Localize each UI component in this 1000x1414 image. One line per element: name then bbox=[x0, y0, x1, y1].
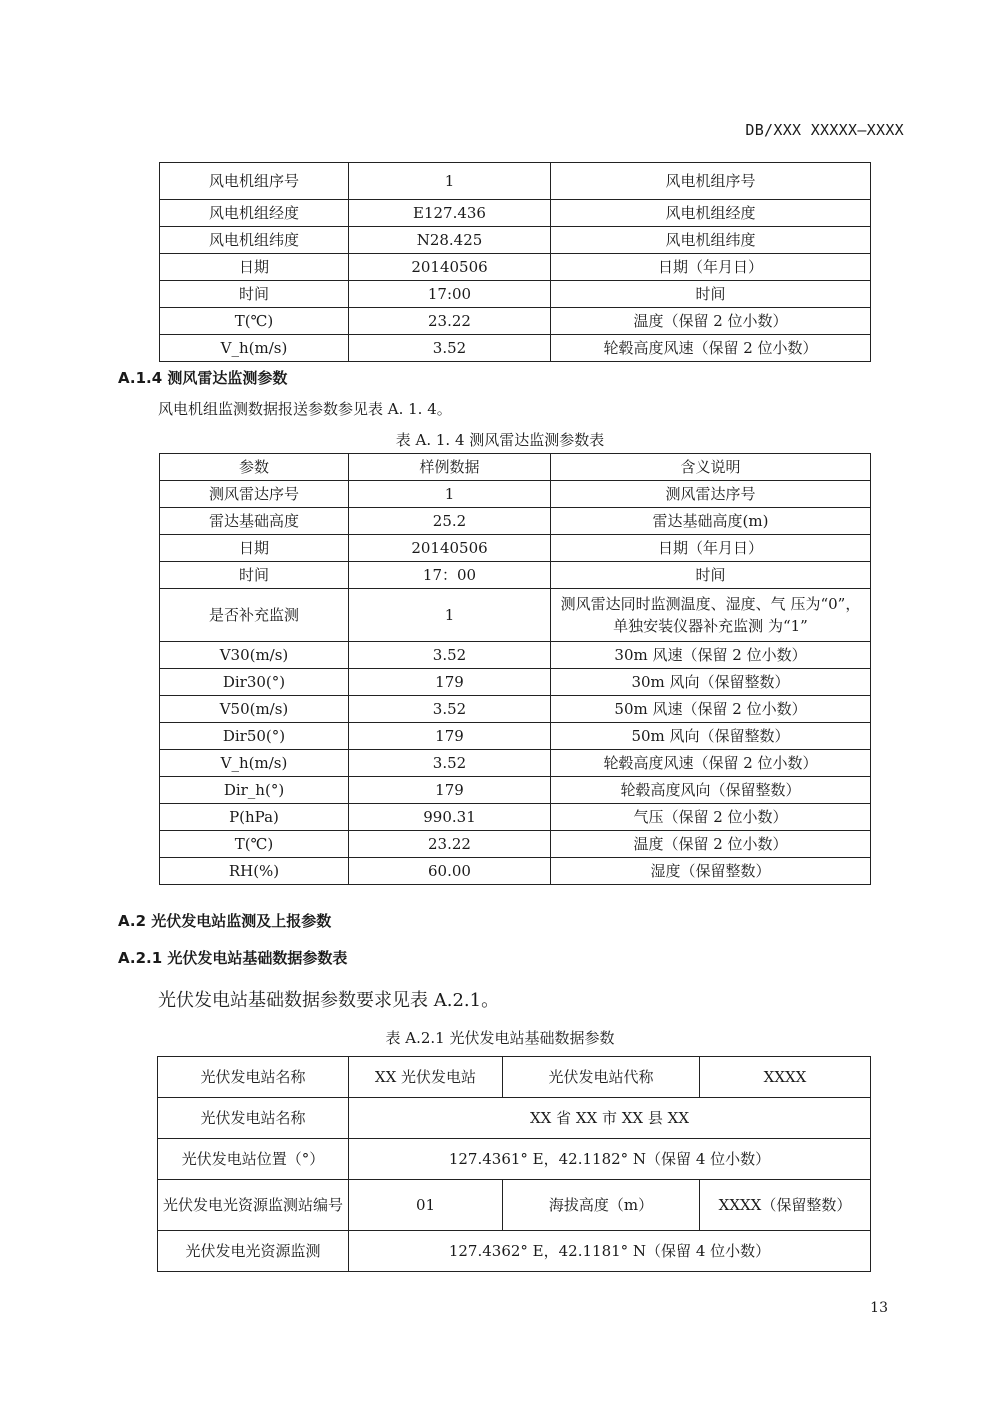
wind-turbine-table bbox=[159, 162, 871, 362]
table-cell: 1 bbox=[349, 163, 551, 200]
table-cell: V30(m/s) bbox=[160, 642, 349, 669]
table-cell: 湿度（保留整数） bbox=[551, 858, 871, 885]
table-cell: 气压（保留 2 位小数） bbox=[551, 804, 871, 831]
table-cell: 温度（保留 2 位小数） bbox=[551, 831, 871, 858]
table-cell: 光伏发电光资源监测站编号 bbox=[158, 1180, 349, 1231]
table-cell: 风电机组纬度 bbox=[551, 227, 871, 254]
table-cell: 日期（年月日） bbox=[551, 254, 871, 281]
table-cell: 990.31 bbox=[349, 804, 551, 831]
table-cell: Dir_h(°) bbox=[160, 777, 349, 804]
table-cell: 光伏发电光资源监测 bbox=[158, 1231, 349, 1272]
document-code: DB/XXX XXXXX—XXXX bbox=[745, 121, 904, 139]
table-row bbox=[160, 589, 871, 642]
table-row bbox=[160, 481, 871, 508]
table-cell: T(℃) bbox=[160, 831, 349, 858]
table-row bbox=[158, 1231, 871, 1272]
table-cell: Dir50(°) bbox=[160, 723, 349, 750]
table-cell: 3.52 bbox=[349, 750, 551, 777]
table-row bbox=[160, 508, 871, 535]
table-cell: 时间 bbox=[160, 562, 349, 589]
table-cell: 风电机组经度 bbox=[160, 200, 349, 227]
table-cell: 127.4361° E，42.1182° N（保留 4 位小数） bbox=[349, 1139, 871, 1180]
table-cell: 23.22 bbox=[349, 831, 551, 858]
table-cell: 日期 bbox=[160, 254, 349, 281]
table-cell: 轮毂高度风速（保留 2 位小数） bbox=[551, 750, 871, 777]
table-cell: T(℃) bbox=[160, 308, 349, 335]
table-row bbox=[160, 831, 871, 858]
table-cell: V_h(m/s) bbox=[160, 335, 349, 362]
table-cell: 时间 bbox=[551, 562, 871, 589]
table-row bbox=[158, 1139, 871, 1180]
table-cell: 参数 bbox=[160, 454, 349, 481]
table-cell: XXXX bbox=[700, 1057, 871, 1098]
table-row bbox=[160, 750, 871, 777]
table-cell: 日期（年月日） bbox=[551, 535, 871, 562]
table-cell: XX 省 XX 市 XX 县 XX bbox=[349, 1098, 871, 1139]
table-row bbox=[158, 1057, 871, 1098]
table-cell: 3.52 bbox=[349, 642, 551, 669]
table-cell: 温度（保留 2 位小数） bbox=[551, 308, 871, 335]
table-cell: 是否补充监测 bbox=[160, 589, 349, 642]
table-cell: 时间 bbox=[551, 281, 871, 308]
table-row bbox=[160, 642, 871, 669]
pv-station-table bbox=[157, 1056, 871, 1272]
table-cell: N28.425 bbox=[349, 227, 551, 254]
table-row bbox=[160, 163, 871, 200]
table-cell: 雷达基础高度(m) bbox=[551, 508, 871, 535]
table-cell: 雷达基础高度 bbox=[160, 508, 349, 535]
table-row bbox=[160, 454, 871, 481]
table-cell: 风电机组经度 bbox=[551, 200, 871, 227]
table-row bbox=[160, 669, 871, 696]
section-a21-intro: 光伏发电站基础数据参数要求见表 A.2.1。 bbox=[158, 990, 500, 1011]
table-cell: 30m 风速（保留 2 位小数） bbox=[551, 642, 871, 669]
table-cell: 风电机组纬度 bbox=[160, 227, 349, 254]
section-a2-heading: A.2 光伏发电站监测及上报参数 bbox=[118, 912, 332, 930]
table-cell: RH(%) bbox=[160, 858, 349, 885]
table-row bbox=[160, 562, 871, 589]
table-cell: V50(m/s) bbox=[160, 696, 349, 723]
section-a21-heading: A.2.1 光伏发电站基础数据参数表 bbox=[118, 949, 348, 967]
table-cell: 20140506 bbox=[349, 254, 551, 281]
table-cell: 测风雷达序号 bbox=[160, 481, 349, 508]
table-cell: 1 bbox=[349, 589, 551, 642]
section-a14-heading: A.1.4 测风雷达监测参数 bbox=[118, 369, 288, 387]
table-cell: 60.00 bbox=[349, 858, 551, 885]
table-row bbox=[160, 696, 871, 723]
section-a14-intro: 风电机组监测数据报送参数参见表 A. 1. 4。 bbox=[158, 400, 452, 418]
table-cell: 30m 风向（保留整数） bbox=[551, 669, 871, 696]
table-cell: Dir30(°) bbox=[160, 669, 349, 696]
table-a14-caption: 表 A. 1. 4 测风雷达监测参数表 bbox=[395, 431, 605, 449]
table-cell: 3.52 bbox=[349, 696, 551, 723]
table-row bbox=[160, 200, 871, 227]
table-row bbox=[158, 1180, 871, 1231]
table-cell: 179 bbox=[349, 777, 551, 804]
table-cell: 23.22 bbox=[349, 308, 551, 335]
table-cell: XX 光伏发电站 bbox=[349, 1057, 503, 1098]
table-cell: 风电机组序号 bbox=[551, 163, 871, 200]
lidar-table bbox=[159, 453, 871, 885]
table-cell: 风电机组序号 bbox=[160, 163, 349, 200]
table-cell: 179 bbox=[349, 669, 551, 696]
table-cell: 光伏发电站代称 bbox=[503, 1057, 700, 1098]
table-cell: 50m 风向（保留整数） bbox=[551, 723, 871, 750]
table-cell: 时间 bbox=[160, 281, 349, 308]
table-cell: 50m 风速（保留 2 位小数） bbox=[551, 696, 871, 723]
table-row bbox=[160, 254, 871, 281]
table-cell: 轮毂高度风速（保留 2 位小数） bbox=[551, 335, 871, 362]
table-cell: 含义说明 bbox=[551, 454, 871, 481]
table-row bbox=[160, 308, 871, 335]
table-row bbox=[160, 535, 871, 562]
table-cell: 光伏发电站名称 bbox=[158, 1098, 349, 1139]
table-cell: 光伏发电站名称 bbox=[158, 1057, 349, 1098]
table-cell: P(hPa) bbox=[160, 804, 349, 831]
table-cell: E127.436 bbox=[349, 200, 551, 227]
table-cell: V_h(m/s) bbox=[160, 750, 349, 777]
table-row bbox=[160, 723, 871, 750]
table-cell: 样例数据 bbox=[349, 454, 551, 481]
table-row bbox=[160, 281, 871, 308]
table-cell: 17：00 bbox=[349, 562, 551, 589]
table-cell: 01 bbox=[349, 1180, 503, 1231]
table-cell: 轮毂高度风向（保留整数） bbox=[551, 777, 871, 804]
table-cell: XXXX（保留整数） bbox=[700, 1180, 871, 1231]
table-row bbox=[160, 335, 871, 362]
table-cell: 测风雷达序号 bbox=[551, 481, 871, 508]
table-cell: 17:00 bbox=[349, 281, 551, 308]
table-cell: 179 bbox=[349, 723, 551, 750]
table-cell: 20140506 bbox=[349, 535, 551, 562]
table-a21-caption: 表 A.2.1 光伏发电站基础数据参数 bbox=[385, 1029, 615, 1047]
table-row bbox=[160, 227, 871, 254]
table-cell: 光伏发电站位置（°） bbox=[158, 1139, 349, 1180]
table-row bbox=[160, 858, 871, 885]
table-cell: 3.52 bbox=[349, 335, 551, 362]
table-cell: 25.2 bbox=[349, 508, 551, 535]
table-cell: 127.4362° E，42.1181° N（保留 4 位小数） bbox=[349, 1231, 871, 1272]
table-cell: 测风雷达同时监测温度、湿度、气 压为“0”，单独安装仪器补充监测 为“1” bbox=[551, 589, 871, 642]
table-cell: 日期 bbox=[160, 535, 349, 562]
table-row bbox=[160, 777, 871, 804]
page-number: 13 bbox=[870, 1300, 888, 1316]
table-cell: 1 bbox=[349, 481, 551, 508]
table-cell: 海拔高度（m） bbox=[503, 1180, 700, 1231]
table-row bbox=[158, 1098, 871, 1139]
table-row bbox=[160, 804, 871, 831]
